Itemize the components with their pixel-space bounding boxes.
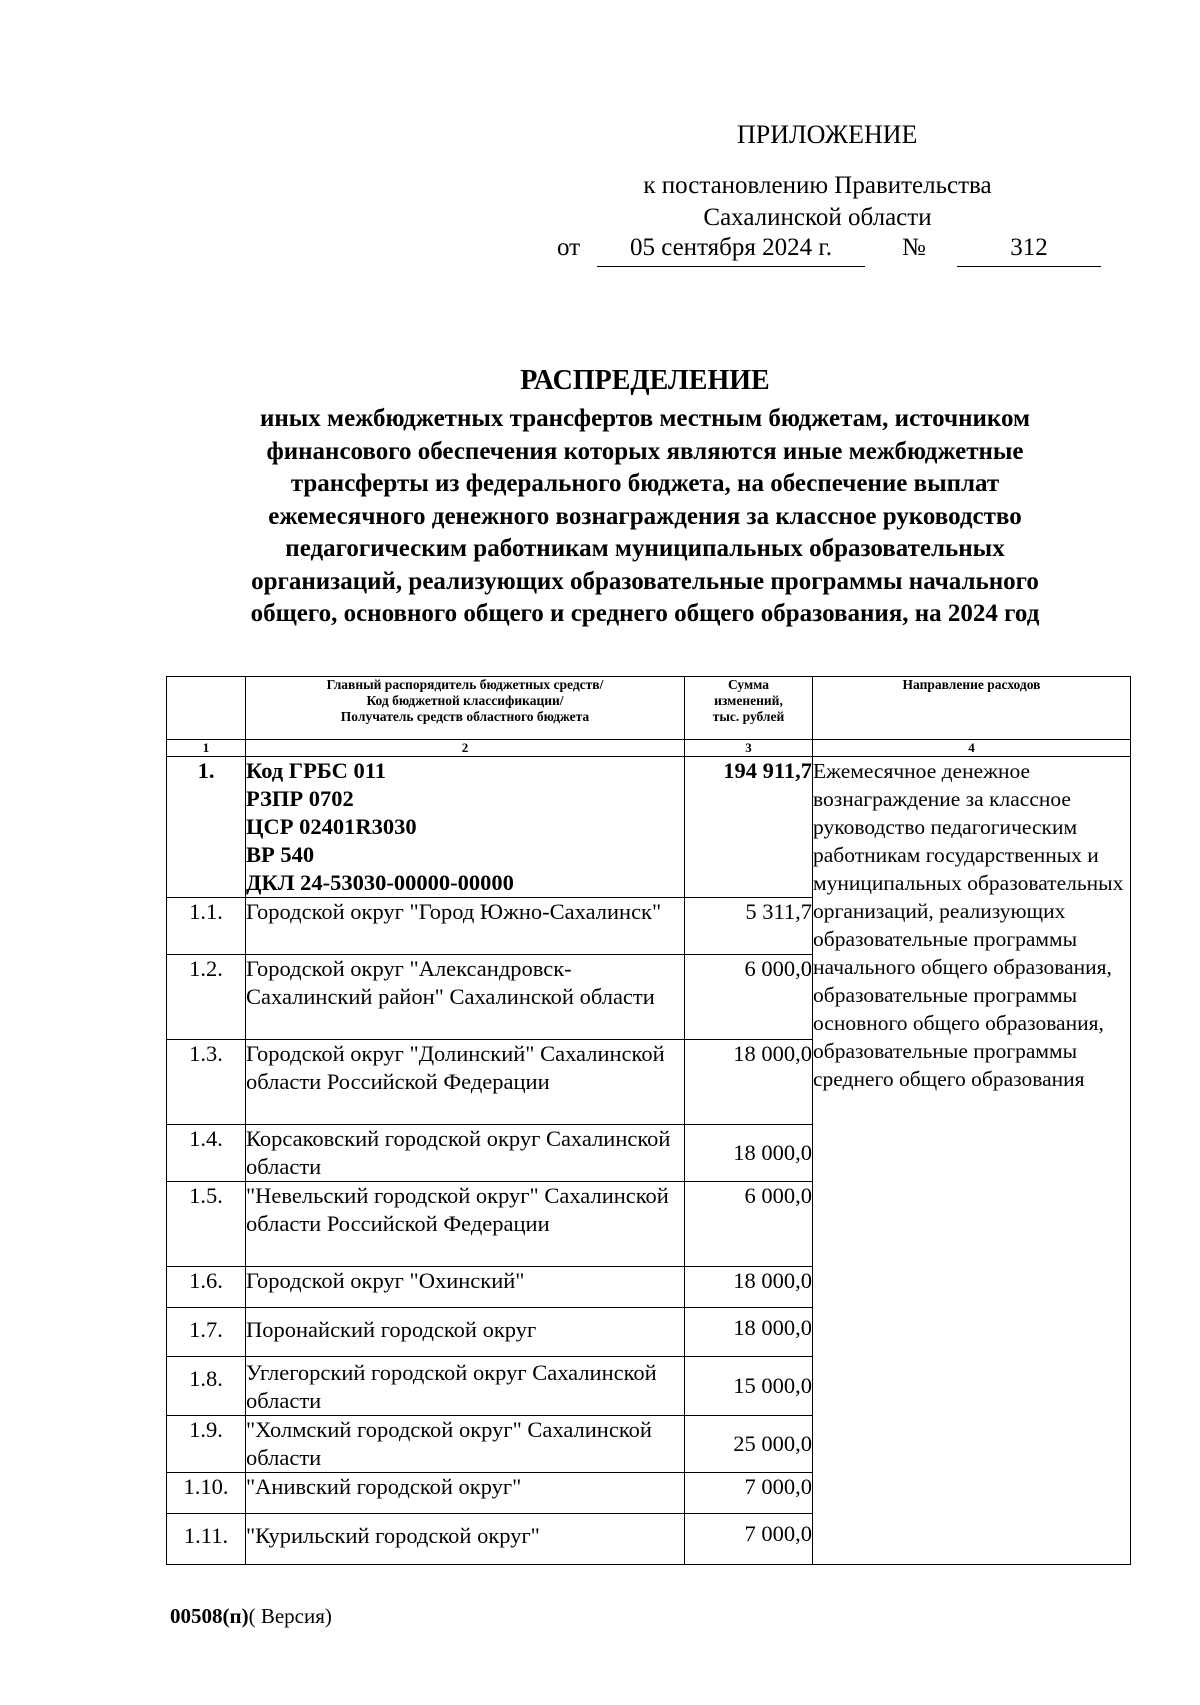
header-sum-line-1: Сумма bbox=[727, 677, 770, 692]
code-csr: ЦСР 02401R3030 bbox=[246, 814, 417, 839]
title-line-2: финансового обеспечения которых являются иные межбюджетные bbox=[266, 437, 1024, 465]
row-number: 1.11. bbox=[167, 1514, 246, 1565]
reference-line-1: к постановлению Правительства bbox=[643, 172, 992, 199]
main-row-number: 1. bbox=[167, 757, 246, 898]
header-recipient-line-3: Получатель средств областного бюджета bbox=[340, 709, 590, 724]
header-cell-sum bbox=[685, 677, 813, 740]
header-cell-purpose: Направление расходов bbox=[813, 677, 1131, 740]
header-sum-line-2: изменений, bbox=[714, 693, 783, 708]
row-number: 1.9. bbox=[167, 1416, 246, 1473]
document-title: РАСПРЕДЕЛЕНИЕ bbox=[520, 365, 770, 396]
row-recipient: "Невельский городской округ" Сахалинской области Российской Федерации bbox=[246, 1182, 685, 1267]
number-sign: № bbox=[902, 234, 926, 261]
row-recipient: Городской округ "Охинский" bbox=[246, 1267, 685, 1308]
footer-code: 00508(п) bbox=[170, 1604, 249, 1628]
row-number: 1.7. bbox=[167, 1308, 246, 1357]
row-recipient: Углегорский городской округ Сахалинской области bbox=[246, 1357, 685, 1416]
header-recipient-line-2: Код бюджетной классификации/ bbox=[366, 693, 564, 708]
appendix-label: ПРИЛОЖЕНИЕ bbox=[737, 120, 918, 149]
reference-line-2: Сахалинской области bbox=[703, 204, 932, 231]
footer-version: ( Версия) bbox=[248, 1604, 332, 1628]
main-row-sum: 194 911,7 bbox=[685, 757, 813, 898]
header-cell-recipient bbox=[246, 677, 685, 740]
row-recipient: "Курильский городской округ" bbox=[246, 1514, 685, 1565]
row-sum: 7 000,0 bbox=[685, 1473, 813, 1514]
row-sum: 25 000,0 bbox=[685, 1416, 813, 1473]
row-number: 1.1. bbox=[167, 898, 246, 955]
code-vr: ВР 540 bbox=[246, 842, 315, 867]
row-sum: 18 000,0 bbox=[685, 1040, 813, 1125]
row-recipient: Городской округ "Александровск-Сахалинский район" Сахалинской области bbox=[246, 955, 685, 1040]
document-heading bbox=[180, 365, 1110, 631]
date-prefix: от bbox=[557, 234, 581, 261]
table-header-row bbox=[167, 677, 1131, 740]
row-sum: 18 000,0 bbox=[685, 1267, 813, 1308]
column-number: 2 bbox=[246, 740, 685, 757]
column-number: 3 bbox=[685, 740, 813, 757]
row-number: 1.6. bbox=[167, 1267, 246, 1308]
row-recipient: Корсаковский городской округ Сахалинской области bbox=[246, 1125, 685, 1182]
document-footer bbox=[170, 1604, 332, 1629]
header-sum-line-3: тыс. рублей bbox=[712, 709, 785, 724]
row-number: 1.3. bbox=[167, 1040, 246, 1125]
row-number: 1.4. bbox=[167, 1125, 246, 1182]
code-rzpr: РЗПР 0702 bbox=[246, 786, 354, 811]
date-number-row bbox=[557, 234, 1117, 268]
distribution-table bbox=[166, 676, 1131, 1565]
date-value: 05 сентября 2024 г. bbox=[597, 234, 865, 267]
title-line-7: общего, основного общего и среднего общего образования, на 2024 год bbox=[250, 600, 1040, 627]
row-recipient: "Холмский городской округ" Сахалинской области bbox=[246, 1416, 685, 1473]
title-line-1: иных межбюджетных трансфертов местным бюджетам, источником bbox=[259, 405, 1031, 432]
row-number: 1.10. bbox=[167, 1473, 246, 1514]
row-sum: 18 000,0 bbox=[685, 1308, 813, 1357]
row-sum: 18 000,0 bbox=[685, 1125, 813, 1182]
row-sum: 5 311,7 bbox=[685, 898, 813, 955]
row-sum: 15 000,0 bbox=[685, 1357, 813, 1416]
title-line-5: педагогическим работникам муниципальных образовательных bbox=[285, 535, 1005, 562]
column-number: 1 bbox=[167, 740, 246, 757]
row-recipient: "Анивский городской округ" bbox=[246, 1473, 685, 1514]
title-line-6: организаций, реализующих образовательные программы начального bbox=[251, 567, 1039, 595]
header-recipient-line-1: Главный распорядитель бюджетных средств/ bbox=[326, 677, 604, 692]
row-number: 1.5. bbox=[167, 1182, 246, 1267]
number-value: 312 bbox=[957, 234, 1101, 267]
code-dkl: ДКЛ 24-53030-00000-00000 bbox=[246, 870, 514, 895]
title-line-4: ежемесячного денежного вознаграждения за классное руководство bbox=[268, 502, 1022, 530]
row-recipient: Городской округ "Долинский" Сахалинской области Российской Федерации bbox=[246, 1040, 685, 1125]
row-sum: 7 000,0 bbox=[685, 1514, 813, 1565]
expense-purpose: Ежемесячное денежное вознаграждение за классное руководство педагогическим работникам государственных и муниципальных образовательных организаций, реализующих образовательные программы начального общего образования, образовательные программы основного общего образования, образовательные программы среднего общего образования bbox=[813, 757, 1131, 1565]
main-row bbox=[167, 757, 1131, 898]
column-numbers-row bbox=[167, 740, 1131, 757]
row-number: 1.8. bbox=[167, 1357, 246, 1416]
header-cell-number bbox=[167, 677, 246, 740]
row-sum: 6 000,0 bbox=[685, 955, 813, 1040]
row-sum: 6 000,0 bbox=[685, 1182, 813, 1267]
row-recipient: Городской округ "Город Южно-Сахалинск" bbox=[246, 898, 685, 955]
row-recipient: Поронайский городской округ bbox=[246, 1308, 685, 1357]
main-row-codes bbox=[246, 757, 685, 898]
row-number: 1.2. bbox=[167, 955, 246, 1040]
resolution-reference bbox=[560, 170, 1075, 234]
column-number: 4 bbox=[813, 740, 1131, 757]
title-line-3: трансферты из федерального бюджета, на обеспечение выплат bbox=[290, 470, 1000, 497]
code-grbs: Код ГРБС 011 bbox=[246, 758, 386, 783]
